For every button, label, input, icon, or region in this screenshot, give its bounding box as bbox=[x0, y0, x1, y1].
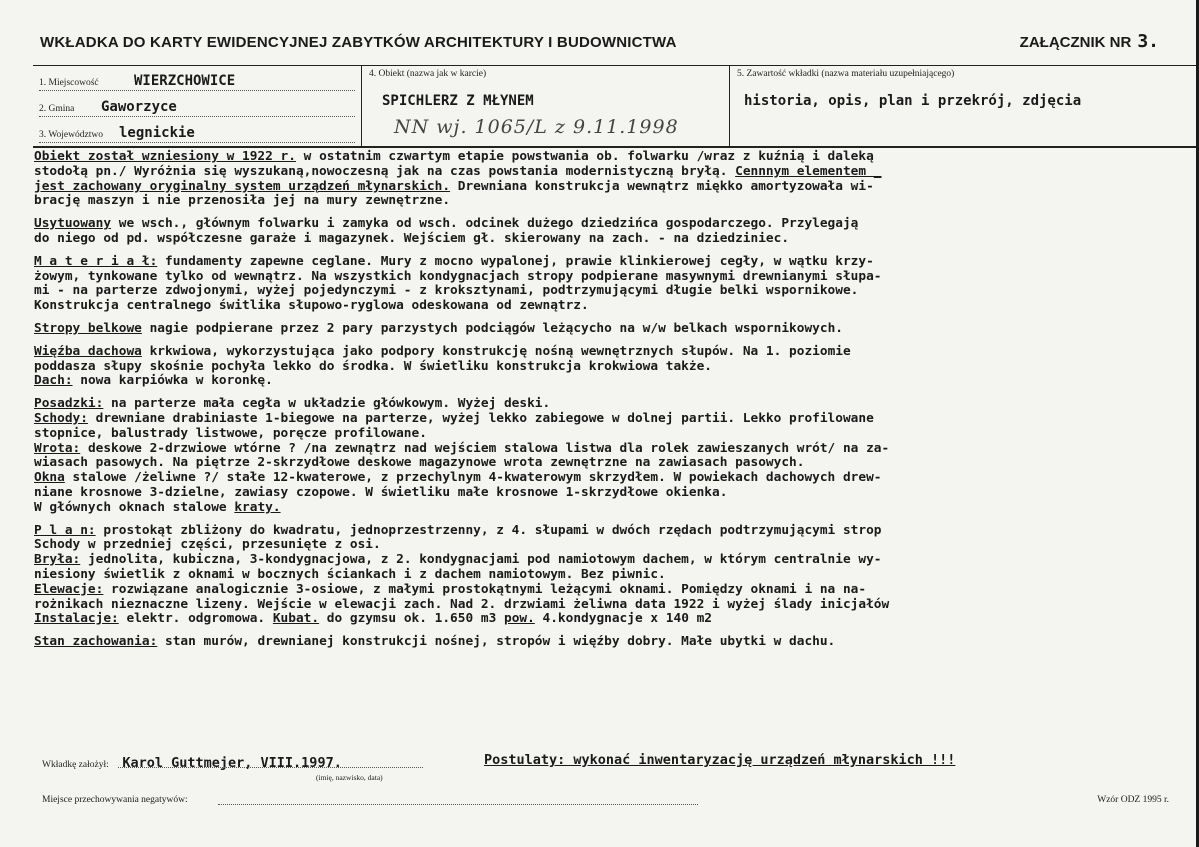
body-text: W głównych oknach stalowe bbox=[34, 499, 235, 515]
header-grid bbox=[33, 65, 1199, 148]
text-line bbox=[34, 165, 1199, 180]
body-text: fundamenty zapewne ceglane. Mury z mocno wypalonej, prawie klinkierowej cegły, w wątku krzy- bbox=[157, 253, 874, 269]
text-line bbox=[34, 598, 1199, 613]
underlined-heading: jest zachowany oryginalny system urządzeń młynarskich. bbox=[34, 178, 451, 194]
negatives-storage-label: Miejsce przechowywania negatywów: bbox=[42, 795, 188, 805]
body-text: w ostatnim czwartym etapie powstwania ob. folwarku /wraz z kuźnią i daleką bbox=[295, 149, 874, 164]
text-line bbox=[34, 568, 1199, 583]
text-line bbox=[34, 553, 1199, 568]
town-field bbox=[39, 68, 355, 91]
text-line bbox=[34, 299, 1199, 314]
body-text: wiasach pasowych. Na piętrze 2-skrzydłowe deskowe magazynowe wrota zewnętrzne na zawiasach pasowych. bbox=[34, 455, 805, 471]
underlined-heading: P l a n: bbox=[34, 522, 96, 538]
text-line bbox=[34, 255, 1199, 270]
voivodeship-label: 3. Województwo bbox=[39, 130, 103, 140]
underlined-heading: Bryła: bbox=[34, 552, 81, 568]
body-text: stopnice, balustrady listwowe, poręcze profilowane. bbox=[34, 425, 427, 441]
annex-number: 3. bbox=[1137, 31, 1159, 52]
town-label: 1. Miejscowość bbox=[39, 78, 99, 88]
body-text: jednolita, kubiczna, 3-kondygnacjowa, z 2. kondygnacjami pod namiotowym dachem, w którym centralnie wy- bbox=[80, 552, 882, 568]
underlined-heading: Instalacje: bbox=[34, 611, 119, 627]
text-line bbox=[34, 501, 1199, 516]
text-line bbox=[34, 284, 1199, 299]
underlined-heading: Wrota: bbox=[34, 440, 81, 456]
underlined-heading: Posadzki: bbox=[34, 396, 104, 412]
text-line bbox=[34, 412, 1199, 427]
text-line bbox=[34, 150, 1199, 165]
paragraph-p3 bbox=[34, 255, 1199, 314]
text-line bbox=[34, 538, 1199, 553]
description-body bbox=[34, 150, 1199, 658]
body-text: niane krosnowe 3-dzielne, zawiasy czopowe. W świetliku małe krosnowe 1-skrzydłowe okienka. bbox=[34, 484, 728, 500]
body-text: Schody w przedniej części, przesunięte z osi. bbox=[34, 537, 381, 553]
body-text: żowym, tynkowane tylko od wewnątrz. Na wszystkich kondygnacjach stropy podpierane masywnymi drewnianymi słupa- bbox=[34, 268, 882, 284]
text-line bbox=[34, 345, 1199, 360]
body-text: 4.kondygnacje x 140 m2 bbox=[534, 611, 713, 627]
body-text: stalowe /żeliwne ?/ stałe 12-kwaterowe, z przechylnym 4-kwaterowym skrzydłem. W powiekach dachowych drew- bbox=[64, 470, 882, 486]
body-text: deskowe 2-drzwiowe wtórne ? /na zewnątrz nad wejściem stalowa listwa dla rolek zawieszanych wrót/ na za- bbox=[80, 440, 890, 456]
founder-label: Wkładkę założył: bbox=[42, 760, 109, 770]
object-name: SPICHLERZ Z MŁYNEM bbox=[382, 93, 534, 109]
text-line bbox=[34, 612, 1199, 627]
underlined-heading: Stan zachowania: bbox=[34, 634, 158, 650]
founder-line bbox=[42, 752, 342, 771]
underlined-heading: Więźba dachowa bbox=[34, 343, 142, 359]
paragraph-p2 bbox=[34, 217, 1199, 247]
text-line bbox=[34, 471, 1199, 486]
underlined-heading: pow. bbox=[503, 611, 535, 627]
text-line bbox=[34, 374, 1199, 389]
text-line bbox=[34, 442, 1199, 457]
underlined-heading: Kubat. bbox=[272, 611, 320, 627]
text-line bbox=[34, 427, 1199, 442]
body-text: poddasza słupy skośnie pochyła lekko do środka. W świetliku konstrukcja krokwiowa także. bbox=[34, 358, 712, 374]
contents-value: historia, opis, plan i przekrój, zdjęcia bbox=[744, 93, 1082, 109]
contents-box bbox=[729, 66, 1199, 146]
body-text: na parterze mała cegła w układzie główkowym. Wyżej deski. bbox=[103, 396, 551, 412]
paragraph-p7 bbox=[34, 524, 1199, 628]
town-value: WIERZCHOWICE bbox=[134, 73, 236, 89]
text-line bbox=[34, 217, 1199, 232]
handwritten-reference: NN wj. 1065/L z 9.11.1998 bbox=[394, 116, 679, 138]
body-text: mi - na parterze zdwojonymi, wyżej pojedynczymi - z kroksztynami, podtrzymującymi długie belki wspornikowe. bbox=[34, 283, 859, 299]
body-text: we wsch., głównym folwarku i zamyka od wsch. odcinek dużego dziedzińca gospodarczego. Przylegają bbox=[111, 216, 859, 232]
underlined-heading: Schody: bbox=[34, 410, 88, 426]
annex-label-text: ZAŁĄCZNIK NR bbox=[1019, 34, 1132, 51]
location-box bbox=[33, 66, 361, 146]
body-text: rożnikach nieznaczne lizeny. Wejście w elewacji zach. Nad 2. drzwiami żeliwna data 1922 i wyżej ślady inicjałów bbox=[34, 596, 890, 612]
text-line bbox=[34, 486, 1199, 501]
body-text: krkwiowa, wykorzystująca jako podpory konstrukcję nośną wewnętrznych słupów. Na 1. poziomie bbox=[141, 343, 851, 359]
commune-value: Gaworzyce bbox=[101, 99, 177, 115]
voivodeship-field bbox=[39, 120, 355, 143]
body-text: brację maszyn i nie przenosiła jej na mury zewnętrzne. bbox=[34, 193, 451, 209]
commune-field bbox=[39, 94, 355, 117]
underlined-heading: Cennnym elementem _ bbox=[735, 163, 882, 179]
body-text: nowa karpiówka w koronkę. bbox=[72, 373, 273, 389]
paragraph-p1 bbox=[34, 150, 1199, 209]
commune-label: 2. Gmina bbox=[39, 104, 75, 114]
voivodeship-value: legnickie bbox=[119, 125, 195, 141]
text-line bbox=[34, 456, 1199, 471]
body-text: stodołą pn./ Wyróżnia się wyszukaną,nowoczesną jak na czas powstania modernistyczną bryłą. bbox=[34, 163, 736, 179]
paragraph-p6 bbox=[34, 397, 1199, 515]
form-title: WKŁADKA DO KARTY EWIDENCYJNEJ ZABYTKÓW ARCHITEKTURY I BUDOWNICTWA bbox=[40, 34, 677, 51]
underlined-heading: Obiekt został wzniesiony w 1922 r. bbox=[34, 149, 296, 164]
body-text: niesiony świetlik z oknami w bocznych ściankach i z dachem namiotowym. Bez piwnic. bbox=[34, 566, 666, 582]
postulates: Postulaty: wykonać inwentaryzację urządzeń młynarskich !!! bbox=[484, 752, 956, 768]
body-text: do niego od pd. współczesne garaże i magazynek. Wejściem gł. skierowany na zach. - na dziedziniec. bbox=[34, 230, 790, 246]
contents-label: 5. Zawartość wkładki (nazwa materiału uzupełniającego) bbox=[737, 69, 955, 79]
text-line bbox=[34, 194, 1199, 209]
paragraph-p8 bbox=[34, 635, 1199, 650]
body-text: nagie podpierane przez 2 pary parzystych podciągów leżącycho na w/w belkach wspornikowych. bbox=[141, 320, 843, 336]
underlined-heading: Elewacje: bbox=[34, 581, 104, 597]
text-line bbox=[34, 232, 1199, 247]
paragraph-p5 bbox=[34, 345, 1199, 389]
founder-dotted-line bbox=[118, 767, 423, 768]
text-line bbox=[34, 180, 1199, 195]
body-text: do gzymsu ok. 1.650 m3 bbox=[319, 611, 504, 627]
underlined-heading: Stropy belkowe bbox=[34, 320, 142, 336]
founder-sublabel: (imię, nazwisko, data) bbox=[316, 773, 383, 782]
body-text: Drewniana konstrukcja wewnątrz miękko amortyzowała wi- bbox=[450, 178, 874, 194]
form-code: Wzór ODZ 1995 r. bbox=[1097, 795, 1169, 805]
text-line bbox=[34, 635, 1199, 650]
text-line bbox=[34, 524, 1199, 539]
text-line bbox=[34, 583, 1199, 598]
body-text: prostokąt zbliżony do kwadratu, jednoprzestrzenny, z 4. słupami w dwóch rzędach podtrzymującymi strop bbox=[95, 522, 882, 538]
text-line bbox=[34, 270, 1199, 285]
underlined-heading: Dach: bbox=[34, 373, 73, 389]
body-text: Konstrukcja centralnego świtlika słupowo-ryglowa odeskowana od zewnątrz. bbox=[34, 298, 589, 314]
body-text: drewniane drabiniaste 1-biegowe na parterze, wyżej lekko zabiegowe w dolnej partii. Lekko profilowane bbox=[87, 410, 874, 426]
object-label: 4. Obiekt (nazwa jak w karcie) bbox=[369, 69, 487, 79]
text-line bbox=[34, 322, 1199, 337]
annex-label bbox=[1020, 31, 1159, 52]
text-line bbox=[34, 397, 1199, 412]
underlined-heading: Usytuowany bbox=[34, 216, 112, 232]
underlined-heading: kraty. bbox=[234, 499, 281, 515]
body-text: rozwiązane analogicznie 3-osiowe, z małymi prostokątnymi leżącymi oknami. Pomiędzy oknami i na na- bbox=[103, 581, 867, 597]
body-text: elektr. odgromowa. bbox=[118, 611, 273, 627]
founder-value: Karol Guttmejer, VIII.1997. bbox=[122, 755, 342, 771]
paragraph-p4 bbox=[34, 322, 1199, 337]
negatives-storage-dotted-line bbox=[218, 804, 698, 805]
text-line bbox=[34, 360, 1199, 375]
underlined-heading: Okna bbox=[34, 470, 65, 486]
body-text: stan murów, drewnianej konstrukcji nośnej, stropów i więźby dobry. Małe ubytki w dachu. bbox=[157, 634, 836, 650]
object-box bbox=[361, 66, 730, 146]
underlined-heading: M a t e r i a ł: bbox=[34, 253, 158, 269]
